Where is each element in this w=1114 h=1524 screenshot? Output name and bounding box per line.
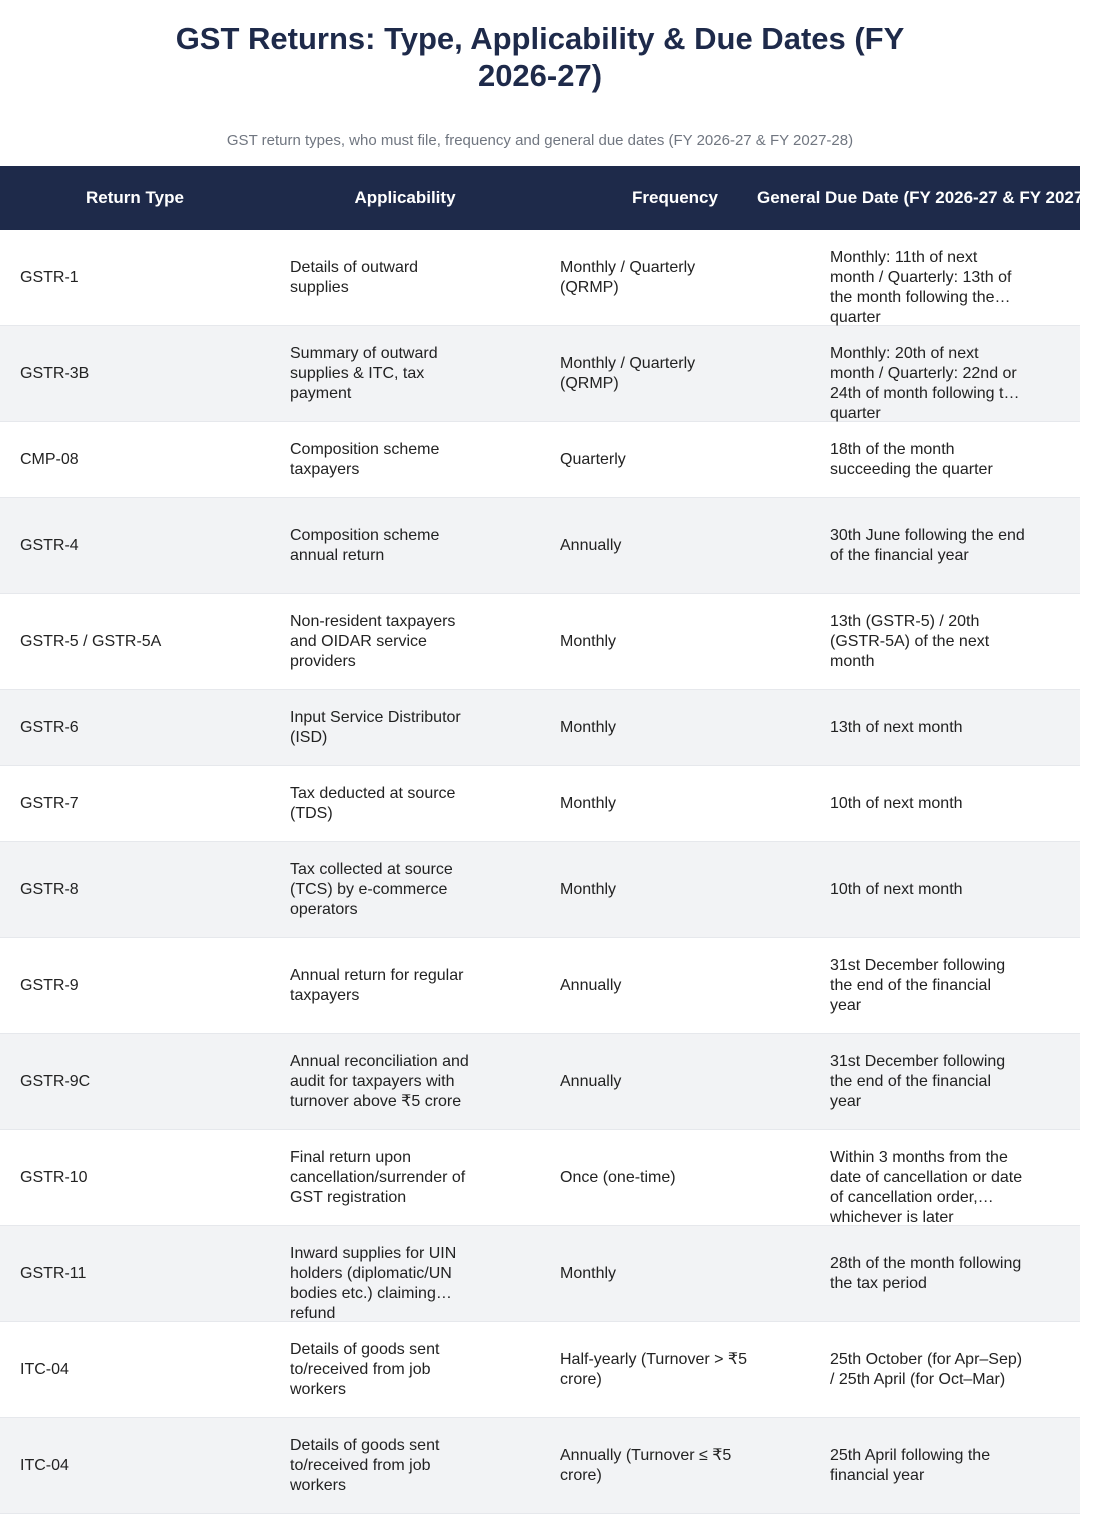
table-row (0, 690, 1080, 766)
frequency-cell: Monthly / Quarterly (QRMP) (560, 258, 696, 296)
return-type-cell: GSTR-1 (20, 268, 79, 286)
table-row (0, 594, 1080, 690)
return-type-cell: ITC-04 (20, 1360, 69, 1378)
due-date-cell: 10th of next month (830, 880, 963, 898)
return-type-cell: GSTR-11 (20, 1264, 87, 1282)
due-date-cell: 25th October (for Apr–Sep) / 25th April (for Oct–Mar) (830, 1350, 1023, 1388)
return-type-cell: GSTR-3B (20, 364, 90, 382)
table-body (0, 230, 1080, 1514)
applicability-cell: Non-resident taxpayers and OIDAR service providers (290, 612, 456, 670)
frequency-cell: Monthly (560, 880, 617, 898)
table-header (0, 166, 1114, 230)
table-row (0, 326, 1080, 422)
return-type-cell: GSTR-6 (20, 718, 79, 736)
return-type-cell: GSTR-10 (20, 1168, 88, 1186)
return-type-cell: GSTR-9 (20, 976, 79, 994)
due-date-cell: 13th (GSTR-5) / 20th (GSTR-5A) of the next month (830, 612, 990, 670)
table-row (0, 1418, 1080, 1514)
table-row (0, 842, 1080, 938)
frequency-cell: Monthly (560, 1264, 617, 1282)
frequency-cell: Monthly (560, 794, 617, 812)
applicability-cell: Details of goods sent to/received from job workers (290, 1340, 440, 1398)
frequency-cell: Half-yearly (Turnover > ₹5 crore) (560, 1350, 747, 1388)
return-type-cell: GSTR-4 (20, 536, 79, 554)
applicability-cell: Input Service Distributor (ISD) (290, 708, 461, 746)
frequency-cell: Monthly / Quarterly (QRMP) (560, 354, 696, 392)
table-row (0, 1130, 1080, 1226)
due-date-cell: 18th of the month succeeding the quarter (830, 440, 993, 478)
due-date-cell: Monthly: 20th of next month / Quarterly: 22nd or 24th of month following the quarter (830, 344, 1022, 422)
applicability-cell: Annual reconciliation and audit for taxpayers with turnover above ₹5 crore (290, 1052, 469, 1110)
column-header-frequency[interactable]: Frequency (632, 188, 718, 207)
applicability-cell: Composition scheme annual return (290, 526, 440, 564)
due-date-cell: 30th June following the end of the financial year (830, 526, 1025, 564)
table-row (0, 766, 1080, 842)
frequency-cell: Monthly (560, 718, 617, 736)
page-title: GST Returns: Type, Applicability & Due Dates (FY 2026-27) (175, 21, 905, 93)
frequency-cell: Annually (560, 536, 622, 554)
table-row (0, 938, 1080, 1034)
return-type-cell: GSTR-9C (20, 1072, 91, 1090)
table-row (0, 498, 1080, 594)
applicability-cell: Summary of outward supplies & ITC, tax payment (290, 344, 438, 402)
frequency-cell: Annually (560, 976, 622, 994)
frequency-cell: Annually (560, 1072, 622, 1090)
table-row (0, 230, 1080, 326)
return-type-cell: CMP-08 (20, 450, 79, 468)
due-date-cell: 13th of next month (830, 718, 963, 736)
table-row (0, 1322, 1080, 1418)
due-date-cell: 31st December following the end of the financial year (830, 1052, 1006, 1110)
column-header-due-date[interactable]: General Due Date (FY 2026-27 & FY 2027-28) (757, 188, 1114, 207)
applicability-cell: Composition scheme taxpayers (290, 440, 440, 478)
applicability-cell: Details of outward supplies (290, 258, 419, 296)
applicability-cell: Final return upon cancellation/surrender of GST registration (290, 1148, 466, 1206)
applicability-cell: Tax deducted at source (TDS) (290, 784, 456, 822)
column-header-return-type[interactable]: Return Type (86, 188, 184, 207)
frequency-cell: Annually (Turnover ≤ ₹5 crore) (560, 1446, 732, 1484)
applicability-cell: Annual return for regular taxpayers (290, 966, 464, 1004)
due-date-cell: Within 3 months from the date of cancellation or date of cancellation order, whichever is later (830, 1148, 1023, 1226)
return-type-cell: GSTR-7 (20, 794, 79, 812)
due-date-cell: 25th April following the financial year (830, 1446, 991, 1484)
applicability-cell: Tax collected at source (TCS) by e-commerce operators (290, 860, 453, 918)
table-row (0, 422, 1080, 498)
due-date-cell: 28th of the month following the tax period (830, 1254, 1022, 1292)
frequency-cell: Once (one-time) (560, 1168, 676, 1186)
table-row (0, 1034, 1080, 1130)
table-row (0, 1226, 1080, 1322)
due-date-cell: Monthly: 11th of next month / Quarterly: 13th of the month following the quarter (830, 248, 1012, 326)
applicability-cell: Inward supplies for UIN holders (diplomatic/UN bodies etc.) claiming refund (290, 1244, 457, 1322)
return-type-cell: GSTR-5 / GSTR-5A (20, 632, 162, 650)
return-type-cell: GSTR-8 (20, 880, 79, 898)
due-date-cell: 10th of next month (830, 794, 963, 812)
column-header-applicability[interactable]: Applicability (354, 188, 456, 207)
page-subtitle: GST return types, who must file, frequency and general due dates (FY 2026-27 & FY 2027-28) (226, 132, 854, 149)
frequency-cell: Quarterly (560, 450, 626, 468)
applicability-cell: Details of goods sent to/received from job workers (290, 1436, 440, 1494)
due-date-cell: 31st December following the end of the financial year (830, 956, 1006, 1014)
return-type-cell: ITC-04 (20, 1456, 69, 1474)
frequency-cell: Monthly (560, 632, 617, 650)
